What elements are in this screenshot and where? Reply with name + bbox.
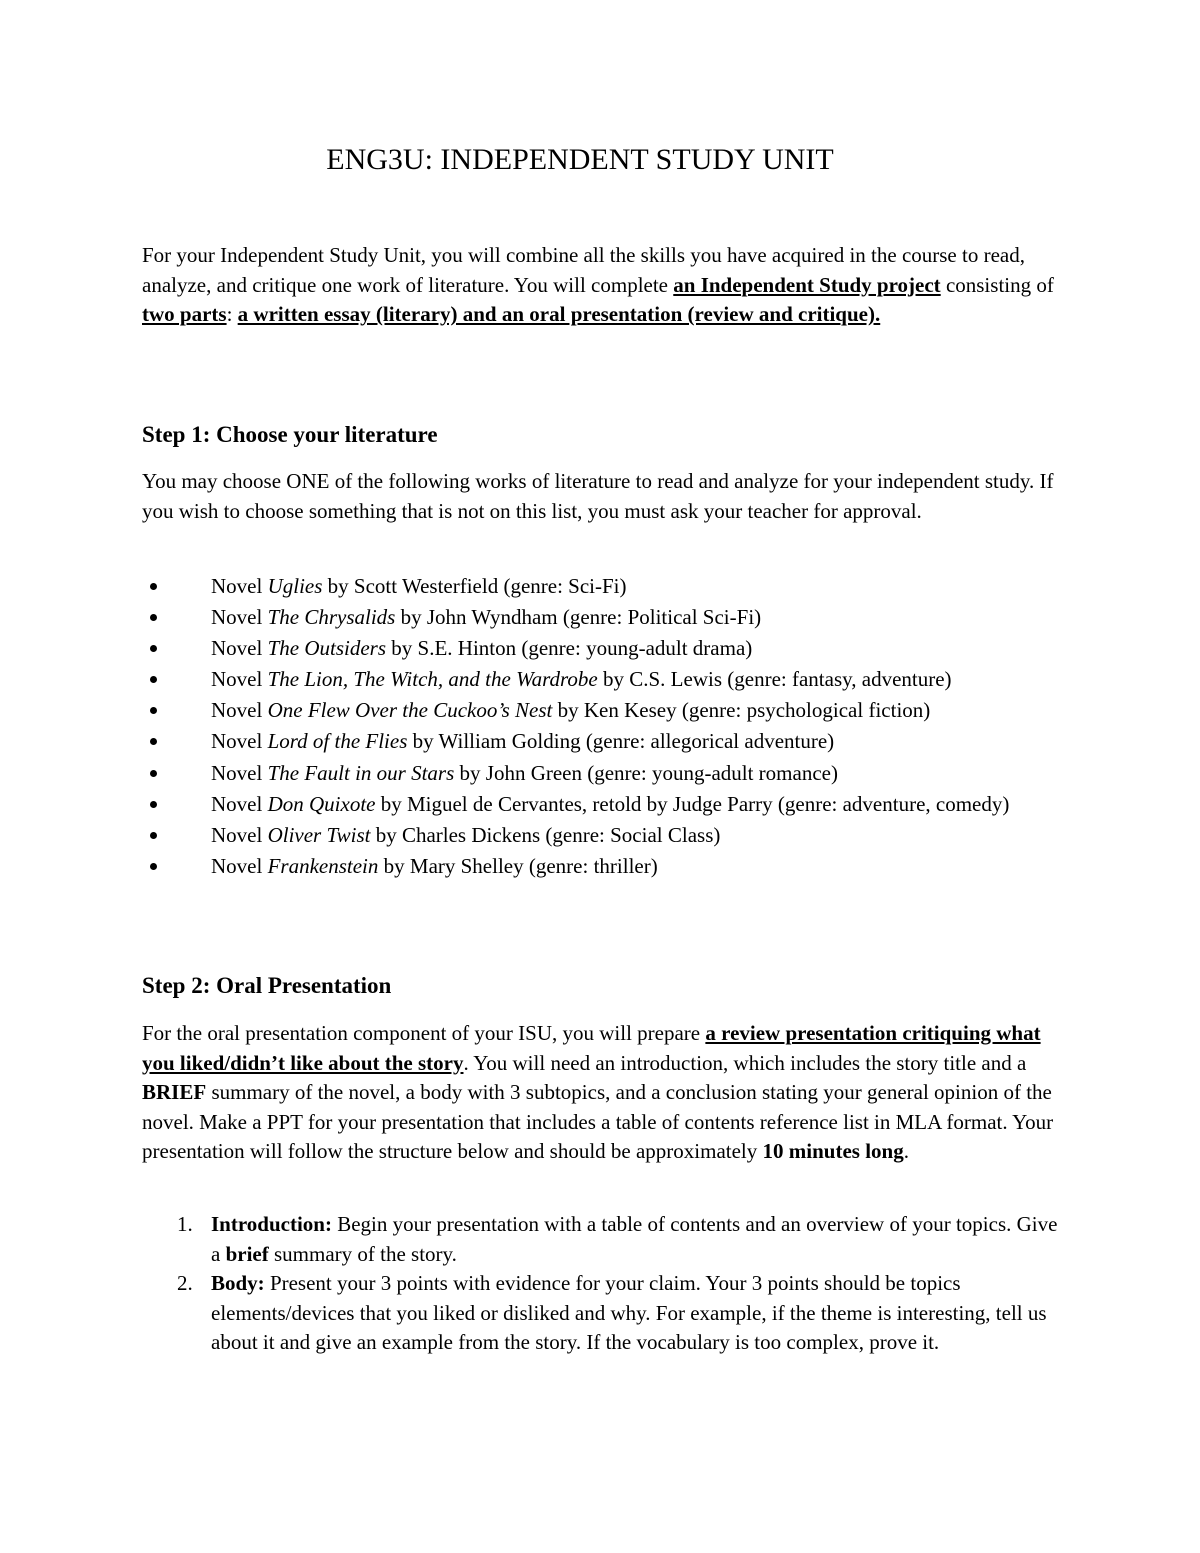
bullet-icon	[150, 707, 157, 714]
novel-details: by C.S. Lewis (genre: fantasy, adventure)	[597, 667, 952, 692]
list-item	[142, 759, 1062, 789]
novel-prefix: Novel	[211, 636, 268, 661]
novel-prefix: Novel	[211, 760, 268, 785]
intro-emphasis-two-parts: two parts	[142, 302, 227, 326]
novel-title: Don Quixote	[267, 791, 376, 816]
novel-prefix: Novel	[211, 574, 268, 598]
structure-bold: brief	[225, 1241, 269, 1266]
novel-prefix: Novel	[211, 698, 268, 723]
step2-emphasis-review: a review presentation critiquing what you liked/didn’t like about the story	[142, 1021, 1041, 1075]
step2-emphasis-brief: BRIEF	[142, 1080, 207, 1104]
structure-text: Begin your presentation with a table of contents and an overview of your topics. Give a	[211, 1212, 1058, 1266]
step2-text-2: . You will need an introduction, which includes the story title and a	[463, 1050, 1027, 1075]
novel-prefix: Novel	[211, 605, 268, 630]
list-item	[142, 1269, 1062, 1358]
bullet-icon	[150, 832, 157, 839]
bullet-icon	[150, 863, 157, 870]
intro-paragraph	[142, 241, 1062, 330]
novel-details: by Mary Shelley (genre: thriller)	[378, 853, 658, 878]
novel-title: The Outsiders	[267, 636, 387, 661]
intro-text-2: consisting of	[940, 272, 1054, 297]
novel-details: by Miguel de Cervantes, retold by Judge Parry (genre: adventure, comedy)	[375, 791, 1010, 816]
novel-prefix: Novel	[211, 822, 268, 847]
intro-emphasis-project: an Independent Study project	[673, 272, 941, 297]
step2-paragraph	[142, 1019, 1062, 1167]
list-item	[142, 634, 1062, 664]
step2-emphasis-duration: 10 minutes long	[762, 1139, 904, 1163]
list-number: 1.	[177, 1212, 193, 1236]
novel-title: One Flew Over the Cuckoo’s Nest	[267, 698, 553, 723]
novel-details: by Scott Westerfield (genre: Sci-Fi)	[322, 574, 627, 598]
bullet-icon	[150, 676, 157, 683]
step2-text-4: .	[903, 1139, 909, 1163]
step1-paragraph: You may choose ONE of the following works of literature to read and analyze for your independent study. If you wish to choose something that is not on this list, you must ask your teacher for approval.	[142, 469, 1054, 523]
intro-text-3: :	[226, 302, 238, 326]
intro-text-1: For your Independent Study Unit, you will combine all the skills you have acquired in the course to read, analyze, and critique one work of literature. You will complete	[142, 243, 1025, 297]
novel-title: The Lion, The Witch, and the Wardrobe	[267, 667, 598, 692]
list-number: 2.	[177, 1271, 193, 1295]
novel-title: The Fault in our Stars	[267, 760, 455, 785]
step1-heading: Step 1: Choose your literature	[142, 422, 438, 447]
novel-details: by John Wyndham (genre: Political Sci-Fi)	[395, 605, 762, 630]
novel-prefix: Novel	[211, 667, 268, 692]
novel-prefix: Novel	[211, 791, 268, 816]
step2-heading: Step 2: Oral Presentation	[142, 973, 392, 998]
novel-list	[142, 572, 1062, 883]
novel-title: The Chrysalids	[267, 605, 396, 630]
bullet-icon	[150, 738, 157, 745]
novel-details: by John Green (genre: young-adult romance)	[454, 760, 838, 785]
novel-prefix: Novel	[211, 853, 268, 878]
step2-text-3: summary of the novel, a body with 3 subtopics, and a conclusion stating your general opinion of the novel. Make a PPT for your presentation that includes a table of contents reference list in MLA format. Your presentation will follow the structure below and should be approximately	[142, 1080, 1054, 1163]
novel-prefix: Novel	[211, 729, 268, 754]
structure-text-end: summary of the story.	[268, 1241, 457, 1266]
bullet-icon	[150, 645, 157, 652]
list-item	[142, 821, 1062, 851]
structure-list	[142, 1210, 1062, 1358]
novel-details: by Charles Dickens (genre: Social Class)	[370, 822, 721, 847]
step2-text-1: For the oral presentation component of your ISU, you will prepare	[142, 1021, 706, 1045]
novel-details: by William Golding (genre: allegorical adventure)	[407, 729, 835, 754]
bullet-icon	[150, 583, 157, 590]
novel-details: by S.E. Hinton (genre: young-adult drama)	[386, 636, 753, 661]
list-item	[142, 727, 1062, 757]
intro-emphasis-parts-detail: a written essay (literary) and an oral presentation (review and critique).	[237, 302, 881, 326]
list-item	[142, 1210, 1062, 1269]
novel-title: Uglies	[267, 574, 323, 598]
structure-label: Introduction:	[211, 1212, 332, 1236]
list-item	[142, 572, 1062, 602]
bullet-icon	[150, 614, 157, 621]
novel-title: Oliver Twist	[267, 822, 371, 847]
novel-title: Lord of the Flies	[267, 729, 408, 754]
list-item	[142, 665, 1062, 695]
bullet-icon	[150, 770, 157, 777]
structure-label: Body:	[211, 1271, 265, 1295]
list-item	[142, 790, 1062, 820]
novel-details: by Ken Kesey (genre: psychological fiction)	[552, 698, 931, 723]
list-item	[142, 603, 1062, 633]
bullet-icon	[150, 801, 157, 808]
structure-text: Present your 3 points with evidence for your claim. Your 3 points should be topics elements/devices that you liked or disliked and why. For example, if the theme is interesting, tell us about it and give an example from the story. If the vocabulary is too complex, prove it.	[211, 1271, 1047, 1354]
list-item	[142, 852, 1062, 882]
document-title: ENG3U: INDEPENDENT STUDY UNIT	[326, 143, 834, 176]
novel-title: Frankenstein	[267, 853, 379, 878]
list-item	[142, 696, 1062, 726]
